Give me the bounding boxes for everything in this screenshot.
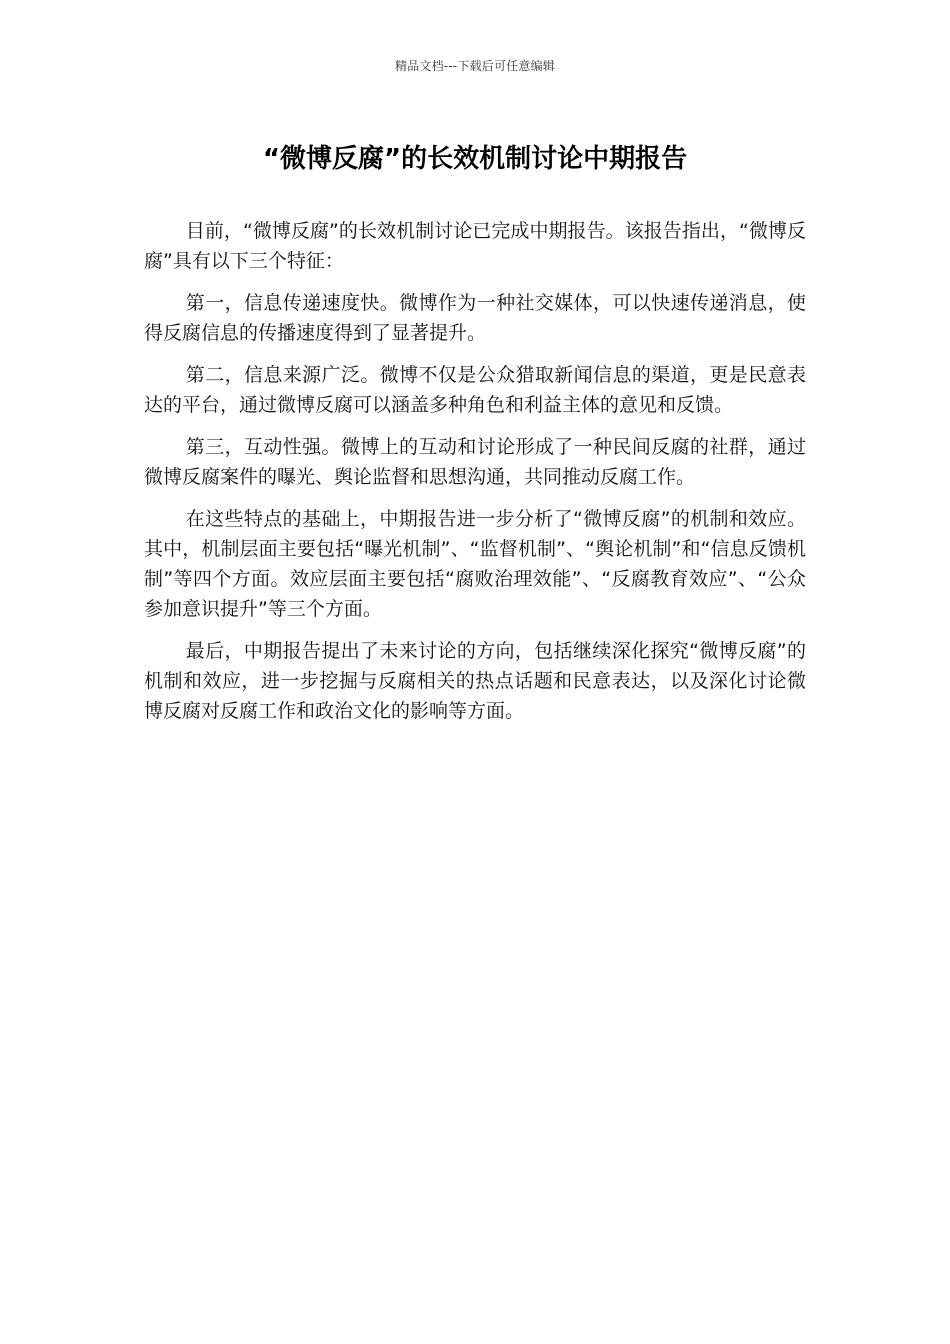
document-body — [144, 216, 806, 738]
paragraph-intro: 目前，“微博反腐”的长效机制讨论已完成中期报告。该报告指出，“微博反腐”具有以下三个特征： — [144, 220, 806, 272]
paragraph-feature-three: 第三，互动性强。微博上的互动和讨论形成了一种民间反腐的社群，通过微博反腐案件的曝光、舆论监督和思想沟通，共同推动反腐工作。 — [144, 436, 806, 488]
paragraph-conclusion: 最后，中期报告提出了未来讨论的方向，包括继续深化探究“微博反腐”的机制和效应，进一步挖掘与反腐相关的热点话题和民意表达，以及深化讨论微博反腐对反腐工作和政治文化的影响等方面。 — [144, 640, 806, 722]
paragraph-feature-one: 第一，信息传递速度快。微博作为一种社交媒体，可以快速传递消息，使得反腐信息的传播速度得到了显著提升。 — [144, 292, 806, 344]
document-title: “微博反腐”的长效机制讨论中期报告 — [262, 144, 688, 174]
paragraph-feature-two: 第二，信息来源广泛。微博不仅是公众猎取新闻信息的渠道，更是民意表达的平台，通过微博反腐可以涵盖多种角色和利益主体的意见和反馈。 — [144, 364, 806, 416]
header-note: 精品文档---下载后可任意编辑 — [395, 59, 555, 73]
paragraph-analysis: 在这些特点的基础上，中期报告进一步分析了“微博反腐”的机制和效应。其中，机制层面主要包括“曝光机制”、“监督机制”、“舆论机制”和“信息反馈机制”等四个方面。效应层面主要包括“腐败治理效能”、“反腐教育效应”、“公众参加意识提升”等三个方面。 — [144, 508, 806, 620]
